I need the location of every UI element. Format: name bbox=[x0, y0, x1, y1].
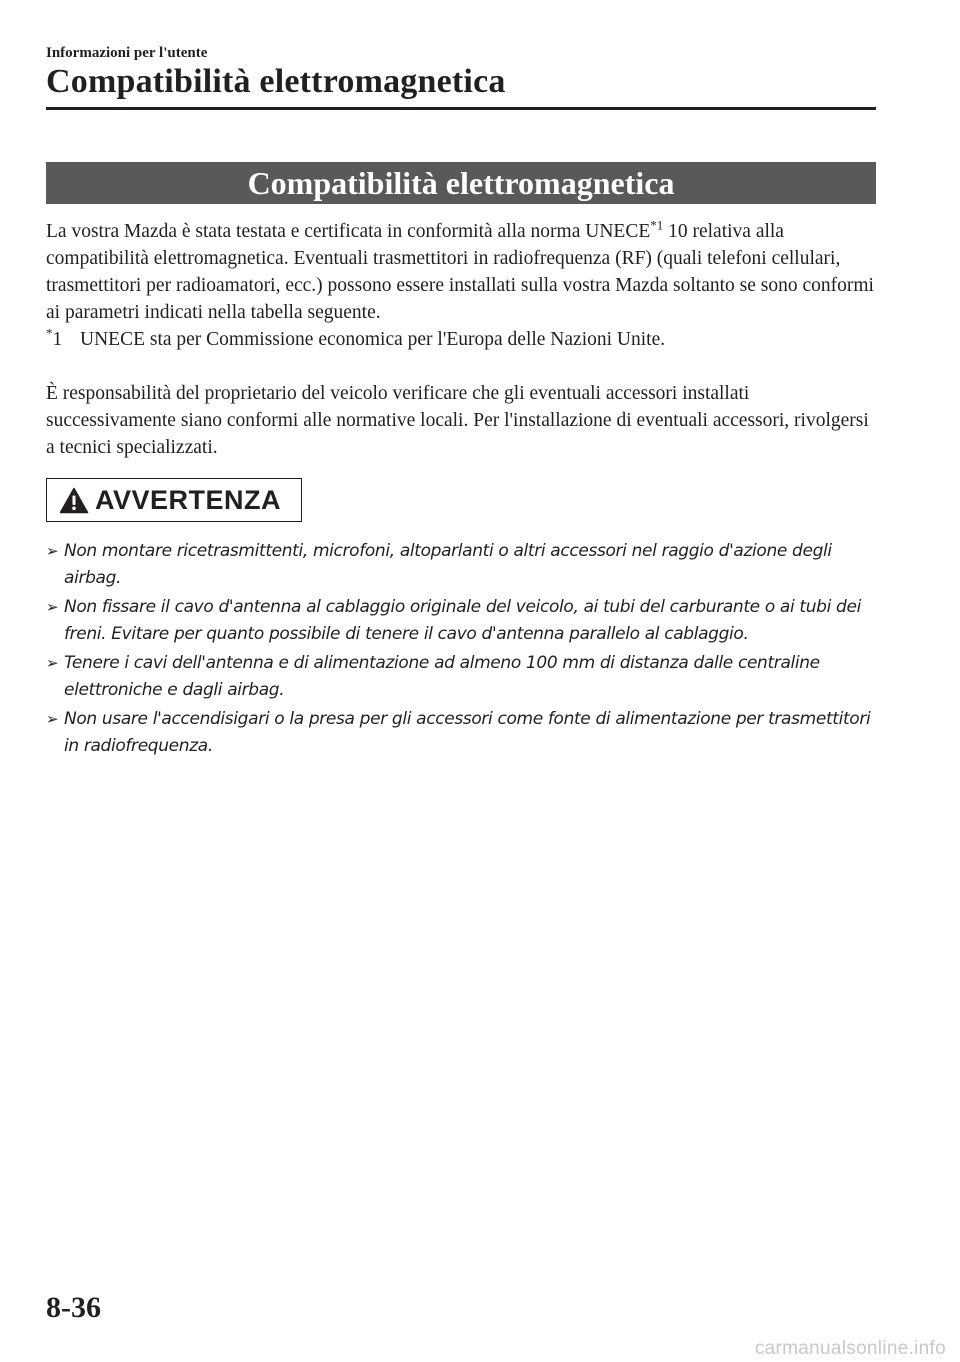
footnote-star: * bbox=[46, 325, 53, 341]
list-item bbox=[46, 594, 886, 648]
page-number: 8-36 bbox=[46, 1291, 101, 1324]
page-title: Compatibilità elettromagnetica bbox=[46, 63, 506, 100]
footnote bbox=[46, 326, 876, 353]
footnote-label bbox=[46, 326, 80, 353]
watermark: carmanualsonline.info bbox=[754, 1338, 946, 1359]
intro-text: La vostra Mazda è stata testata e certificata in conformità alla norma UNECE bbox=[46, 221, 651, 242]
section-title: Compatibilità elettromagnetica bbox=[247, 164, 675, 201]
footnote-text: UNECE sta per Commissione economica per l'Europa delle Nazioni Unite. bbox=[80, 329, 666, 350]
footnote-reference: *1 bbox=[650, 217, 664, 233]
list-item-text: Non usare l'accendisigari o la presa per gli accessori come fonte di alimentazione per trasmettitori in radiofrequenza. bbox=[64, 709, 871, 756]
responsibility-paragraph: È responsabilità del proprietario del veicolo verificare che gli eventuali accessori installati successivamente siano conformi alle normative locali. Per l'installazione di eventuali accessori, rivolgersi a tecnici specializzati. bbox=[46, 383, 869, 458]
list-item-text: Non montare ricetrasmittenti, microfoni, altoparlanti o altri accessori nel raggio d'azione degli airbag. bbox=[64, 541, 832, 588]
intro-text-continued: 10 relativa alla compatibilità elettromagnetica. Eventuali trasmettitori in radiofrequenza (RF) (quali telefoni cellulari, trasmettitori per radioamatori, ecc.) possono essere installati sulla vostra Mazda soltanto se sono conformi ai parametri indicati nella tabella seguente. bbox=[46, 221, 874, 323]
footnote-number: 1 bbox=[52, 329, 63, 350]
header-section-label: Informazioni per l'utente bbox=[46, 45, 208, 61]
warning-label: AVVERTENZA bbox=[95, 484, 282, 515]
list-item-text: Non fissare il cavo d'antenna al cablaggio originale del veicolo, ai tubi del carburante o ai tubi dei freni. Evitare per quanto possibile di tenere il cavo d'antenna parallelo al cablaggio. bbox=[64, 597, 861, 644]
list-item-text: Tenere i cavi dell'antenna e di alimentazione ad almeno 100 mm di distanza dalle centraline elettroniche e dagli airbag. bbox=[64, 653, 820, 700]
warning-box bbox=[46, 478, 302, 522]
list-item bbox=[46, 650, 886, 704]
section-banner bbox=[46, 162, 876, 204]
header-divider bbox=[46, 107, 876, 110]
list-item bbox=[46, 706, 886, 760]
warning-triangle-icon bbox=[59, 487, 89, 514]
bullet-arrow-icon: ➢ bbox=[46, 710, 59, 728]
list-item bbox=[46, 538, 886, 592]
intro-paragraph bbox=[46, 218, 876, 326]
warning-list bbox=[46, 538, 886, 762]
bullet-arrow-icon: ➢ bbox=[46, 542, 59, 560]
bullet-arrow-icon: ➢ bbox=[46, 598, 59, 616]
bullet-arrow-icon: ➢ bbox=[46, 654, 59, 672]
